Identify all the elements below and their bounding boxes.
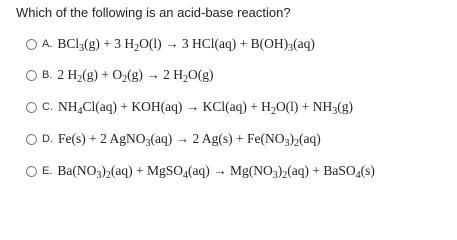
formula-subscript: 3 [288, 43, 294, 54]
formula-text: Cl(aq) + KOH(aq) → KCl(aq) + H [82, 99, 271, 114]
radio-button-b[interactable] [26, 70, 37, 81]
formula-subscript: 2 [270, 106, 276, 117]
formula-subscript: 2 [134, 43, 140, 54]
option-letter-a: A. [42, 38, 53, 50]
radio-button-d[interactable] [26, 134, 37, 145]
formula-text: (aq) + BaSO [287, 163, 356, 178]
formula-subscript: 4 [183, 170, 189, 181]
formula-text: (g) + O [82, 67, 123, 82]
option-formula-b [57, 67, 213, 83]
option-formula-e [57, 163, 374, 179]
answer-option-c[interactable] [26, 97, 353, 117]
formula-text: (s) [360, 163, 375, 178]
formula-subscript: 3 [272, 170, 278, 181]
formula-text: Ba(NO [57, 163, 97, 178]
formula-subscript: 2 [122, 74, 128, 85]
option-formula-c [58, 99, 353, 115]
option-formula-a [57, 36, 314, 52]
formula-subscript: 3 [332, 106, 338, 117]
answer-option-b[interactable] [26, 65, 214, 85]
option-letter-d: D. [42, 133, 53, 145]
formula-subscript: 4 [355, 170, 361, 181]
option-formula-d [58, 131, 321, 147]
answer-option-d[interactable] [26, 129, 321, 149]
answer-option-e[interactable] [26, 161, 375, 181]
formula-text: (aq) → Mg(NO [188, 163, 273, 178]
formula-text: NH [58, 99, 78, 114]
formula-text: (aq) → 2 Ag(s) + Fe(NO [150, 131, 285, 146]
formula-subscript: 2 [183, 74, 189, 85]
formula-text: 2 H [57, 67, 78, 82]
option-letter-b: B. [42, 69, 53, 81]
formula-text: ) [101, 163, 106, 178]
formula-text: ) [289, 131, 294, 146]
formula-subscript: 4 [77, 106, 83, 117]
radio-button-c[interactable] [26, 102, 37, 113]
question-text: Which of the following is an acid-base reaction? [16, 5, 291, 20]
option-letter-e: E. [42, 165, 53, 177]
formula-subscript: 3 [79, 43, 85, 54]
option-letter-c: C. [42, 101, 53, 113]
formula-text: (g) → 2 H [127, 67, 184, 82]
formula-text: O(g) [188, 67, 214, 82]
radio-button-e[interactable] [26, 166, 37, 177]
formula-text: Fe(s) + 2 AgNO [58, 131, 146, 146]
radio-button-a[interactable] [26, 39, 37, 50]
answer-option-a[interactable] [26, 34, 315, 54]
formula-text: O(l) + NH [275, 99, 333, 114]
formula-subscript: 2 [293, 138, 299, 149]
formula-subscript: 3 [284, 138, 290, 149]
formula-subscript: 2 [105, 170, 111, 181]
formula-text: (aq) [298, 131, 321, 146]
formula-text: ) [277, 163, 283, 178]
formula-text: (aq) + MgSO [110, 163, 184, 178]
formula-text: (g) [337, 99, 354, 114]
formula-subscript: 2 [77, 74, 83, 85]
formula-text: O(l) → 3 HCl(aq) + B(OH) [139, 36, 289, 51]
formula-text: (aq) [293, 36, 315, 51]
formula-text: BCl [57, 36, 80, 51]
formula-subscript: 3 [145, 138, 151, 149]
formula-subscript: 3 [96, 170, 102, 181]
formula-subscript: 2 [282, 170, 288, 181]
formula-text: (g) + 3 H [84, 36, 135, 51]
